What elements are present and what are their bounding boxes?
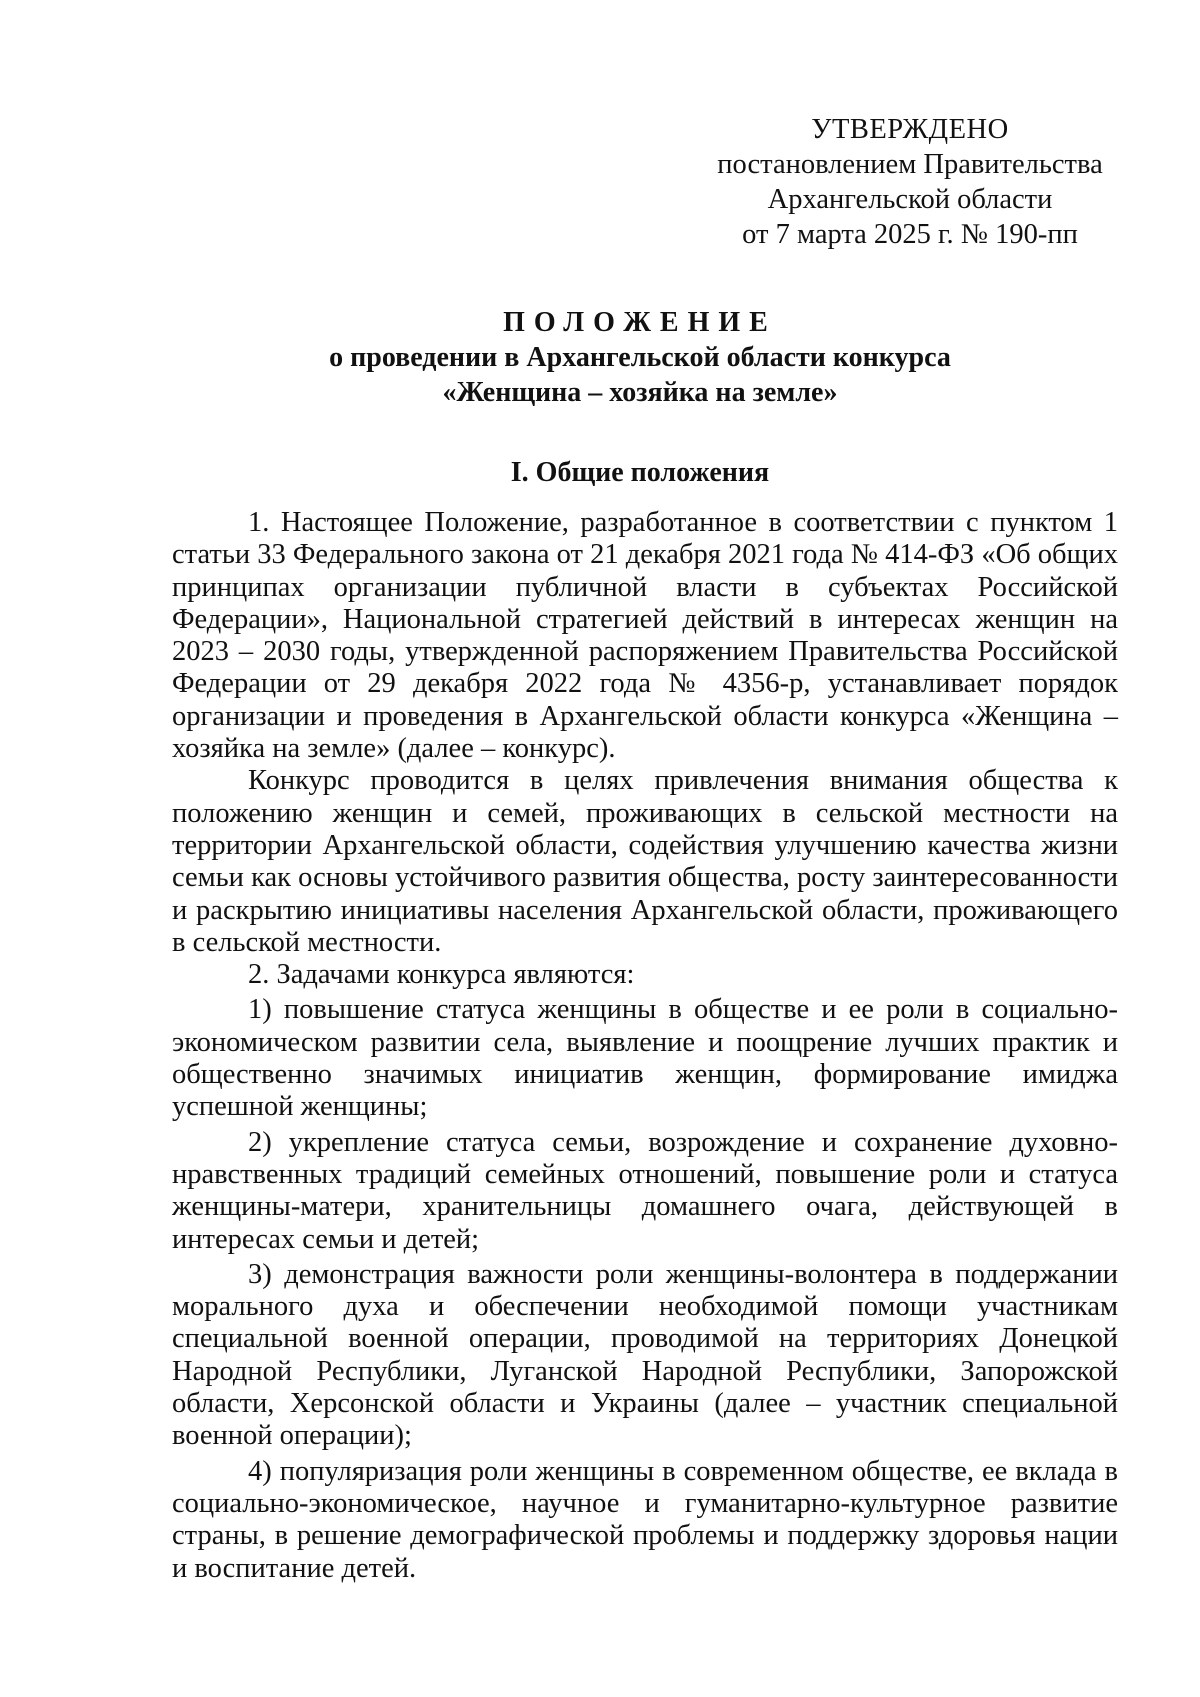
document-heading <box>160 305 1120 410</box>
list-item-4: 4) популяризация роли женщины в современном обществе, ее вклада в социально-экономическое, научное и гуманитарно-культурное развитие страны, в решение демографической проблемы и поддержку здоровья нации и воспитание детей. <box>172 1455 1118 1584</box>
approval-line-decree: постановлением Правительства <box>717 149 1103 180</box>
section-title: I. Общие положения <box>510 457 770 488</box>
approval-title: УТВЕРЖДЕНО <box>811 114 1009 145</box>
document-body <box>172 507 1118 1585</box>
paragraph-2: Конкурс проводится в целях привлечения внимания общества к положению женщин и семей, проживающих в сельской местности на территории Архангельской области, содействия улучшению качества жизни семьи как основы устойчивого развития общества, росту заинтересованности и раскрытию инициативы населения Архангельской области, проживающего в сельской местности. <box>172 765 1118 958</box>
approval-line-region: Архангельской области <box>767 184 1053 215</box>
paragraph-1: 1. Настоящее Положение, разработанное в соответствии с пунктом 1 статьи 33 Федерального закона от 21 декабря 2021 года № 414-ФЗ «Об общих принципах организации публичной власти в субъектах Российской Федерации», Национальной стратегией действий в интересах женщин на 2023 – 2030 годы, утвержденной распоряжением Правительства Российской Федерации от 29 декабря 2022 года № 4356-р, устанавливает порядок организации и проведения в Архангельской области конкурса «Женщина – хозяйка на земле» (далее – конкурс). <box>172 507 1118 765</box>
approval-block <box>700 112 1120 252</box>
approval-line-date: от 7 марта 2025 г. № 190-пп <box>742 219 1078 250</box>
list-item-1: 1) повышение статуса женщины в обществе и ее роли в социально-экономическом развитии села, выявление и поощрение лучших практик и общественно значимых инициатив женщин, формирование имиджа успешной женщины; <box>172 994 1118 1123</box>
document-title: ПОЛОЖЕНИЕ <box>503 307 777 338</box>
document-subtitle-line1: о проведении в Архангельской области конкурса <box>329 342 951 373</box>
document-subtitle-line2: «Женщина – хозяйка на земле» <box>442 377 838 408</box>
list-item-3: 3) демонстрация важности роли женщины-волонтера в поддержании морального духа и обеспечении необходимой помощи участникам специальной военной операции, проводимой на территориях Донецкой Народной Республики, Луганской Народной Республики, Запорожской области, Херсонской области и Украины (далее – участник специальной военной операции); <box>172 1258 1118 1452</box>
paragraph-3: 2. Задачами конкурса являются: <box>248 959 635 991</box>
list-item-2: 2) укрепление статуса семьи, возрождение и сохранение духовно-нравственных традиций семейных отношений, повышение роли и статуса женщины-матери, хранительницы домашнего очага, действующей в интересах семьи и детей; <box>172 1126 1118 1255</box>
